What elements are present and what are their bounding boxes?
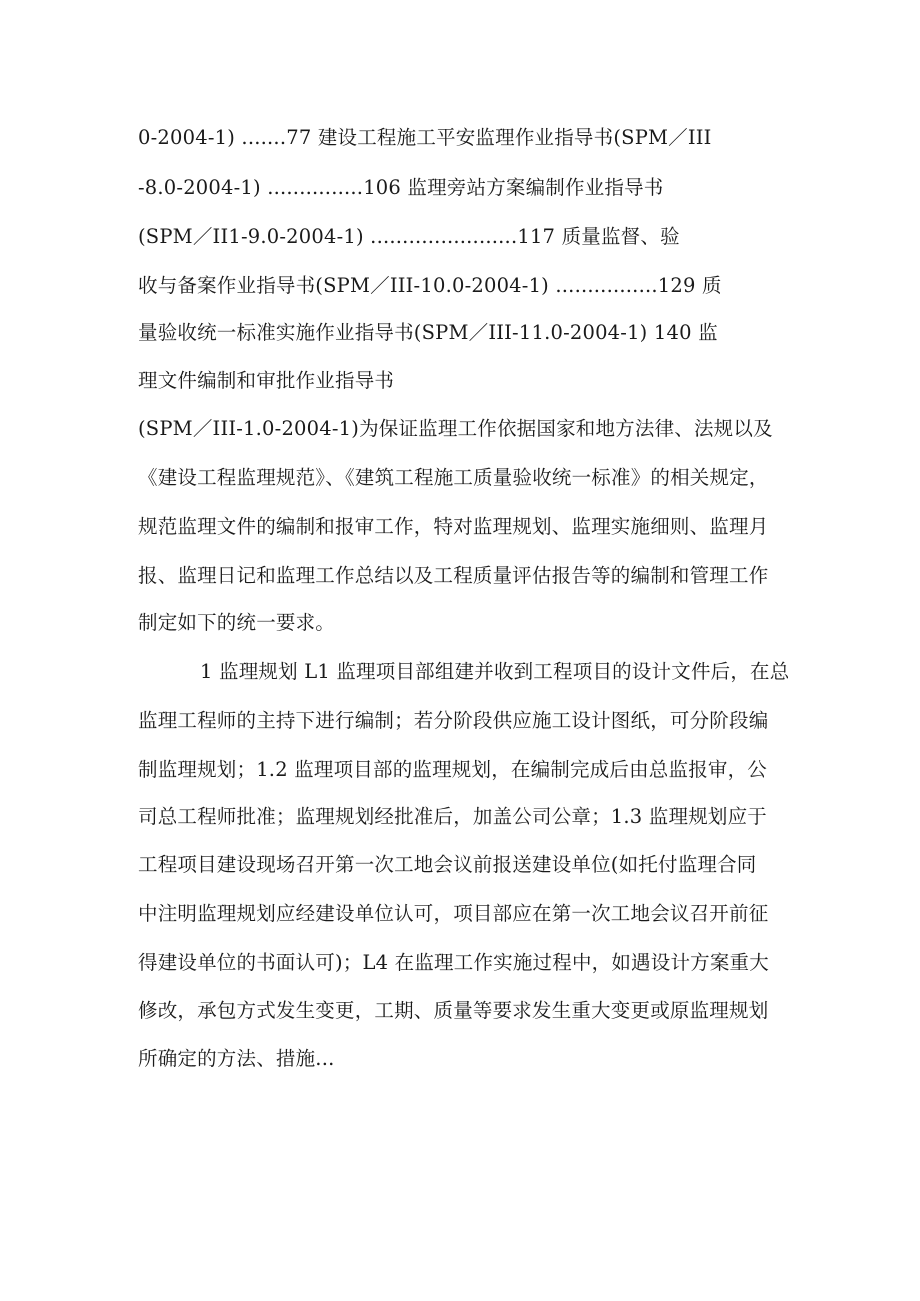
toc-line-1: 0-2004-1) .......77 建设工程施工平安监理作业指导书(SPM／III [138,126,712,149]
toc-line-6: 理文件编制和审批作业指导书 [138,369,395,392]
section-1-first-line: 1 监理规划 L1 监理项目部组建并收到工程项目的设计文件后，在总 [200,660,790,683]
body-line: 中注明监理规划应经建设单位认可，项目部应在第一次工地会议召开前征 [138,902,769,925]
body-line: 所确定的方法、措施... [138,1047,335,1070]
body-line: 修改，承包方式发生变更，工期、质量等要求发生重大变更或原监理规划 [138,999,769,1022]
body-line: 报、监理日记和监理工作总结以及工程质量评估报告等的编制和管理工作 [138,564,769,587]
body-line: 工程项目建设现场召开第一次工地会议前报送建设单位(如托付监理合同 [138,853,757,876]
body-line: 监理工程师的主持下进行编制；若分阶段供应施工设计图纸，可分阶段编 [138,709,769,732]
toc-line-3: (SPM／II1-9.0-2004-1) .......................117 质量监督、验 [138,225,680,248]
body-line: 规范监理文件的编制和报审工作，特对监理规划、监理实施细则、监理月 [138,515,769,538]
body-line: 制监理规划；1.2 监理项目部的监理规划，在编制完成后由总监报审，公 [138,758,768,781]
body-line: 《建设工程监理规范》、《建筑工程施工质量验收统一标准》的相关规定， [138,466,769,489]
toc-line-4: 收与备案作业指导书(SPM／III-10.0-2004-1) ................129 质 [138,274,722,297]
body-line: 得建设单位的书面认可)；L4 在监理工作实施过程中，如遇设计方案重大 [138,951,769,974]
toc-line-2: -8.0-2004-1) ...............106 监理旁站方案编制作业指导书 [138,176,664,199]
toc-line-5: 量验收统一标准实施作业指导书(SPM／III-11.0-2004-1) 140 监 [138,321,718,344]
body-line: 制定如下的统一要求。 [138,611,336,634]
body-line: (SPM／III-1.0-2004-1)为保证监理工作依据国家和地方法律、法规以及 [138,417,773,440]
body-line: 司总工程师批准；监理规划经批准后，加盖公司公章；1.3 监理规划应于 [138,805,768,828]
